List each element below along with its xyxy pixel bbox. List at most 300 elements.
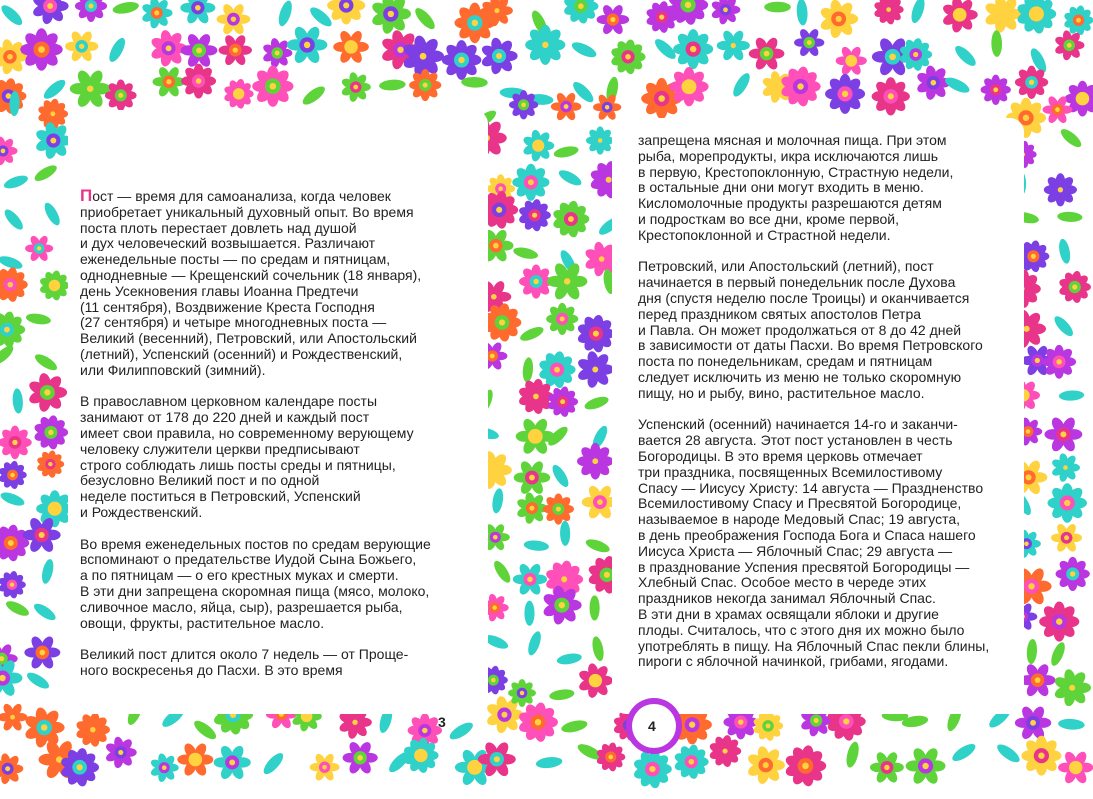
flower: [480, 37, 518, 76]
text-line-content: приобретает уникальный духовный опыт. Во время: [80, 203, 414, 220]
leaf: [512, 245, 539, 260]
leaf: [33, 351, 60, 373]
text-line-content: день Усекновения главы Иоанна Предтечи: [80, 282, 359, 299]
text-line-content: занимают от 178 до 220 дней и каждый пост: [80, 409, 370, 426]
text-line: [638, 623, 1018, 639]
flower: [180, 0, 215, 25]
flower: [516, 417, 555, 456]
text-line: [638, 275, 1018, 291]
leaf: [584, 537, 611, 555]
flower: [1015, 66, 1048, 99]
text-line: [80, 552, 470, 568]
text-line: [80, 347, 470, 363]
text-line-content: В эти дни в храмах освящали яблоки и другие: [638, 605, 939, 622]
text-line: [638, 560, 1018, 576]
leaf: [844, 740, 861, 768]
flower: [525, 25, 565, 65]
leaf: [549, 688, 575, 701]
flower: [513, 562, 547, 597]
flower: [1021, 736, 1061, 776]
leaf: [42, 201, 63, 228]
leaf: [261, 750, 287, 777]
flower: [104, 736, 136, 769]
text-line-content: начинается в первый понедельник после Духова: [638, 274, 956, 291]
flower: [370, 0, 411, 35]
flower: [941, 0, 978, 33]
leaf: [1058, 126, 1084, 150]
text-line-content: Иисуса Христа — Яблочный Спас; 29 августа —: [638, 542, 953, 559]
leaf: [447, 719, 475, 742]
flower: [0, 460, 27, 489]
text-line: [638, 259, 1018, 275]
text-line: [80, 300, 470, 316]
flower: [219, 33, 252, 67]
text-line-content: в первую, Крестопоклонную, Страстную недели,: [638, 163, 954, 180]
leaf: [1048, 640, 1067, 667]
flower: [75, 0, 107, 22]
flower: [576, 314, 615, 353]
text-line: [638, 654, 1018, 670]
flower: [340, 71, 370, 102]
flower: [547, 386, 578, 418]
flower: [1016, 0, 1056, 34]
text-line: [80, 315, 470, 331]
flower: [177, 741, 213, 777]
text-line-content: пищу, но и рыбу, вино, растительное масло.: [638, 384, 925, 401]
flower: [819, 0, 858, 39]
text-line: [80, 537, 470, 553]
flower: [710, 0, 740, 25]
text-line-content: однодневные — Крещенский сочельник (18 января),: [80, 266, 422, 283]
flower: [409, 69, 441, 101]
flower: [1051, 453, 1080, 483]
leaf: [991, 30, 1002, 57]
paragraph: [80, 647, 470, 679]
flower: [214, 744, 251, 781]
flower: [784, 744, 826, 787]
text-line: [638, 528, 1018, 544]
leaf: [550, 463, 572, 490]
flower: [673, 744, 708, 780]
flower: [0, 426, 32, 460]
text-line-content: пироги с яблочной начинкой, грибами, ягодами.: [638, 653, 949, 670]
text-line-content: Кисломолочные продукты разрешаются детям: [638, 195, 942, 212]
flower: [23, 706, 64, 748]
text-line-content: плоды. Считалось, что с этого дня их можно было: [638, 621, 965, 638]
flower: [1020, 662, 1056, 698]
text-line: [638, 512, 1018, 528]
leaf: [523, 539, 549, 552]
text-line: [638, 291, 1018, 307]
flower: [577, 662, 613, 698]
flower: [538, 350, 576, 388]
leaf: [524, 601, 534, 626]
text-line-content: Великий пост длится около 7 недель — от Проще-: [80, 646, 409, 663]
text-line: [638, 165, 1018, 181]
text-line-content: или Филипповский (зимний).: [80, 361, 266, 378]
flower: [749, 36, 785, 72]
text-line: [80, 188, 470, 205]
leaf: [0, 2, 25, 28]
text-line: [638, 433, 1018, 449]
text-line-content: рыба, морепродукты, икра исключаются лишь: [638, 147, 939, 164]
leaf: [557, 167, 584, 188]
flower: [512, 164, 549, 201]
page-number-right: 4: [648, 718, 656, 734]
drop-cap: П: [80, 186, 93, 205]
text-line: [638, 481, 1018, 497]
text-line-content: неделе поститься в Петровский, Успенский: [80, 488, 361, 505]
text-line-content: безусловно Великий пост и по одной: [80, 472, 320, 489]
flower: [872, 77, 910, 115]
leaf: [379, 79, 406, 91]
text-line-content: Богородицы. В это время церковь отмечает: [638, 447, 923, 464]
leaf: [106, 36, 128, 64]
flower: [1056, 557, 1090, 591]
text-line-content: и дух человеческий возвышается. Различают: [80, 235, 376, 252]
leaf: [994, 741, 1022, 765]
flower: [780, 66, 821, 108]
text-line: [80, 426, 470, 442]
flower: [33, 415, 68, 451]
flower: [1058, 750, 1093, 785]
text-line-content: в день преображения Господа Бога и Спаса нашего: [638, 526, 976, 543]
flower: [873, 0, 903, 25]
text-line-content: Хлебный Спас. Особое место в череде этих: [638, 574, 927, 591]
flower: [181, 64, 216, 99]
leaf: [590, 595, 600, 620]
leaf: [41, 77, 68, 102]
leaf: [522, 357, 534, 383]
text-line: [638, 323, 1018, 339]
flower: [223, 78, 254, 109]
text-line-content: в зависимости от даты Пасхи. Во время Петровского: [638, 337, 983, 354]
leaf: [491, 558, 513, 585]
text-line-content: поста плоть перестает довлеть над душой: [80, 219, 357, 236]
text-line: [80, 442, 470, 458]
flower: [442, 40, 482, 80]
flower: [0, 267, 28, 303]
leaf: [2, 207, 26, 233]
leaf: [32, 162, 59, 184]
leaf: [461, 77, 488, 89]
text-line-content: В эти дни запрещена скоромная пища (мясо, молоко,: [80, 582, 430, 599]
flower: [0, 311, 25, 349]
leaf: [25, 670, 52, 692]
text-line-content: Спасу — Иисусу Христу: 14 августа — Праздненство: [638, 479, 984, 496]
text-line: [638, 149, 1018, 165]
text-line: [80, 363, 470, 379]
flower: [1039, 602, 1079, 642]
leaf: [1052, 313, 1076, 338]
text-line: [80, 600, 470, 616]
text-line: [638, 496, 1018, 512]
text-line-content: запрещена мясная и молочная пища. При этом: [638, 132, 947, 148]
text-line-content: человеку служители церкви предписывают: [80, 440, 360, 457]
flower: [31, 0, 68, 25]
text-line-content: Петровский, или Апостольский (летний), пост: [638, 258, 934, 275]
text-line-content: (11 сентября), Воздвижение Креста Господня: [80, 298, 375, 315]
text-line-content: строго соблюдать лишь посты среды и пятницы,: [80, 456, 396, 473]
text-line-content: В православном церковном календаре посты: [80, 393, 378, 410]
paragraph: [80, 394, 470, 520]
flower: [746, 745, 785, 785]
text-line-content: ост — время для самоанализа, когда человек: [92, 188, 391, 204]
flower: [1048, 483, 1087, 522]
flower: [669, 67, 708, 106]
leaf: [526, 630, 544, 657]
text-line-content: ного воскресенья до Пасхи. В это время: [80, 661, 343, 678]
flower: [546, 303, 578, 335]
text-line-content: в остальные дни они могут входить в меню.: [638, 179, 924, 196]
text-line: [638, 417, 1018, 433]
leaf: [556, 652, 583, 666]
text-line: [638, 338, 1018, 354]
leaf: [764, 2, 791, 13]
text-line: [80, 221, 470, 237]
flower: [34, 121, 72, 160]
text-line: [638, 544, 1018, 560]
leaf: [276, 0, 294, 28]
text-line: [80, 458, 470, 474]
leaf: [570, 39, 599, 60]
text-line: [638, 607, 1018, 623]
text-line-content: и Рождественский.: [80, 503, 203, 520]
text-line: [80, 284, 470, 300]
flower: [252, 66, 293, 107]
flower: [153, 65, 186, 98]
flower: [632, 749, 671, 789]
flower: [39, 270, 70, 301]
flower: [915, 65, 950, 101]
text-line-content: в празднование Успения пресвятой Богородицы —: [638, 558, 970, 575]
text-line: [80, 473, 470, 489]
leaf: [25, 312, 51, 326]
text-line: [80, 489, 470, 505]
text-line-content: Крестопоклонной и Страстной недели.: [638, 226, 891, 243]
leaf: [40, 558, 55, 585]
flower: [563, 0, 599, 24]
text-line: [638, 386, 1018, 402]
flower: [522, 129, 554, 162]
text-line-content: Успенский (осенний) начинается 14-го и заканчи-: [638, 416, 958, 433]
page-number-left: 3: [438, 714, 446, 730]
flower: [310, 752, 340, 782]
text-line-content: и Павла. Он может продолжаться от 8 до 42 дней: [638, 321, 962, 338]
flower: [508, 679, 536, 707]
flower: [333, 29, 369, 65]
text-line-content: называемое в народе Медовый Спас; 19 августа,: [638, 511, 961, 528]
leaf: [112, 0, 140, 16]
text-line-content: еженедельные посты — по средам и пятницам,: [80, 251, 391, 268]
leaf: [1059, 390, 1085, 401]
text-line-content: вспоминают о предательстве Иудой Сына Божьего,: [80, 551, 417, 568]
flower: [25, 234, 53, 262]
flower: [708, 734, 741, 767]
text-line-content: а по пятницам — о его крестных муках и смерти.: [80, 567, 399, 584]
text-line-content: употреблять в пищу. На Яблочный Спас пекли блины,: [638, 637, 990, 654]
flower: [543, 493, 574, 524]
text-line-content: три праздника, посвященных Всемилостивому: [638, 463, 943, 480]
flower: [825, 74, 865, 114]
text-line: [638, 133, 1018, 149]
leaf: [952, 43, 979, 69]
flower: [517, 702, 558, 743]
flower: [327, 0, 365, 25]
text-line: [638, 180, 1018, 196]
text-line-content: праздников некогда занимал Яблочный Спас.: [638, 590, 936, 607]
text-line: [638, 307, 1018, 323]
flower: [75, 712, 110, 747]
flower: [181, 32, 218, 69]
leaf: [12, 388, 24, 414]
leaf: [583, 394, 610, 412]
text-line: [80, 252, 470, 268]
text-line-content: сливочное масло, яйца, сыр), разрешается рыба,: [80, 598, 403, 615]
right-page-text: [638, 133, 1018, 686]
flower: [509, 90, 538, 119]
flower: [105, 80, 137, 112]
flower: [262, 37, 293, 68]
leaf: [590, 635, 605, 662]
text-line-content: Всемилостивому Спасу и Пресвятой Богородице,: [638, 495, 962, 512]
flower: [1042, 345, 1076, 379]
flower: [1015, 705, 1051, 742]
flower: [0, 753, 23, 785]
text-line: [638, 575, 1018, 591]
text-line-content: поста по понедельникам, средам и пятницам: [638, 353, 933, 370]
flower: [217, 2, 251, 36]
flower: [552, 200, 590, 238]
flower: [551, 91, 581, 122]
text-line-content: дня (спустя неделю после Троицы) и оканчивается: [638, 289, 970, 306]
text-line: [638, 212, 1018, 228]
text-line: [638, 449, 1018, 465]
flower: [343, 740, 378, 775]
text-line: [638, 465, 1018, 481]
flower: [514, 459, 550, 496]
flower: [20, 28, 62, 70]
flower: [0, 136, 18, 166]
flower: [586, 126, 614, 154]
text-line: [80, 268, 470, 284]
flower: [906, 746, 946, 786]
leaf: [560, 521, 571, 546]
flower: [752, 710, 783, 741]
paragraph: [638, 133, 1018, 244]
flower: [717, 29, 750, 62]
flower: [24, 634, 60, 670]
flower: [984, 0, 1023, 34]
flower: [0, 38, 28, 75]
leaf: [0, 343, 16, 367]
paragraph: [80, 537, 470, 632]
flower: [518, 198, 551, 232]
watermark: ozon.ru: [500, 772, 580, 794]
flower: [1051, 522, 1082, 553]
text-line-content: и подросткам во все дни, кроме первой,: [638, 210, 899, 227]
text-line-content: следует исключить из меню не только скоромную: [638, 368, 962, 385]
leaf: [1057, 238, 1072, 265]
paragraph: [638, 259, 1018, 401]
leaf: [1026, 639, 1038, 665]
flower: [70, 68, 111, 109]
flower: [1044, 173, 1077, 206]
flower: [27, 372, 67, 413]
text-line: [638, 228, 1018, 244]
flower: [596, 742, 626, 772]
text-line-content: (летний), Успенский (осенний) и Рождественский,: [80, 345, 403, 362]
flower: [287, 25, 328, 66]
text-line: [80, 205, 470, 221]
flower: [0, 702, 27, 732]
flower: [576, 350, 614, 389]
text-line-content: Во время еженедельных постов по средам верующие: [80, 535, 431, 552]
text-line: [638, 591, 1018, 607]
flower: [1044, 415, 1082, 453]
text-line: [80, 331, 470, 347]
leaf: [553, 144, 580, 159]
text-line: [80, 505, 470, 521]
paragraph: [80, 188, 470, 379]
text-line: [80, 568, 470, 584]
text-line: [80, 394, 470, 410]
flower: [597, 3, 629, 36]
flower: [65, 30, 98, 63]
leaf: [412, 5, 438, 32]
flower: [149, 753, 178, 783]
leaf: [560, 718, 588, 734]
text-line: [80, 584, 470, 600]
text-line: [80, 616, 470, 632]
leaf: [730, 71, 753, 99]
text-line-content: овощи, фрукты, растительное масло.: [80, 614, 325, 631]
leaf: [535, 756, 563, 770]
flower: [36, 450, 64, 478]
leaf: [570, 79, 596, 105]
leaf: [1057, 211, 1083, 222]
leaf: [950, 741, 978, 764]
text-line: [80, 236, 470, 252]
text-line-content: (27 сентября) и четыре многодневных поста —: [80, 314, 387, 331]
leaf: [518, 324, 545, 343]
flower: [981, 75, 1011, 105]
paragraph: [638, 417, 1018, 670]
leaf: [4, 598, 31, 618]
leaf: [1058, 718, 1085, 730]
leaf: [0, 490, 26, 508]
flower: [0, 524, 29, 562]
flower: [577, 443, 614, 480]
flower: [610, 39, 646, 75]
leaf: [796, 0, 808, 26]
left-page-text: [80, 188, 470, 695]
flower: [673, 29, 713, 69]
flower: [836, 45, 867, 76]
text-line: [80, 663, 470, 679]
text-line: [638, 196, 1018, 212]
leaf: [2, 173, 29, 191]
text-line: [638, 370, 1018, 386]
leaf: [909, 0, 927, 25]
flower: [0, 570, 26, 599]
text-line-content: перед праздником святых апостолов Петра: [638, 305, 922, 322]
flower: [1058, 270, 1091, 303]
leaf: [32, 601, 59, 623]
flower: [1053, 668, 1091, 707]
flower: [794, 27, 824, 57]
text-line: [638, 639, 1018, 655]
